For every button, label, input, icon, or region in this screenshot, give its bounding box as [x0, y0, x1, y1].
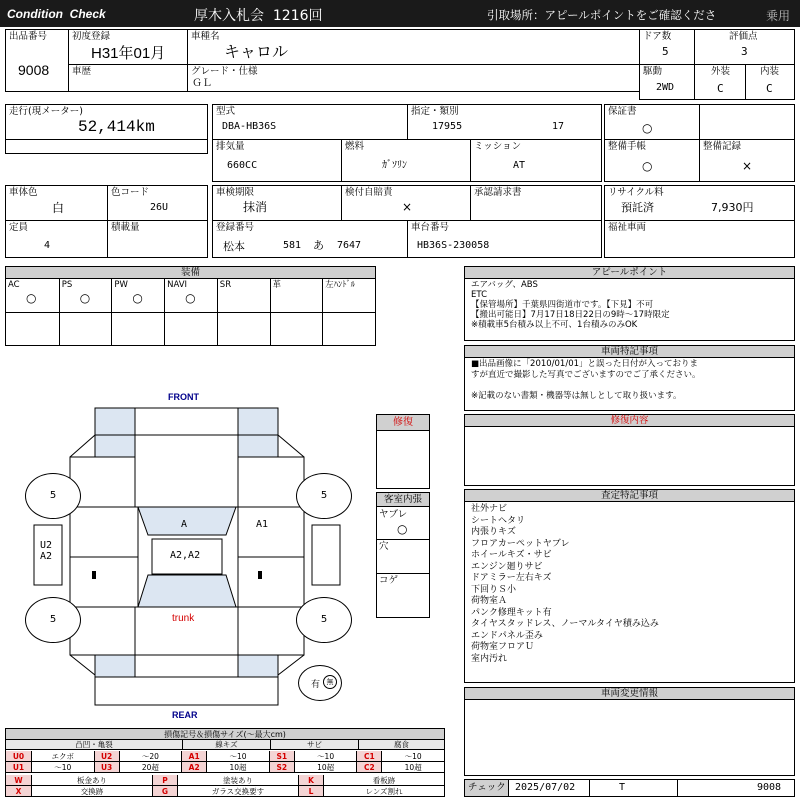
category-label: 乗用 [766, 9, 791, 23]
mark-right: A1 [256, 519, 269, 530]
manual-cell [604, 139, 700, 182]
interior-label: 内装 [760, 66, 780, 77]
welfare-cell [604, 220, 795, 258]
inspection-label: 車検期限 [216, 187, 255, 198]
mileage-label: 走行(現メーター) [9, 106, 83, 117]
legend-code: K [298, 775, 324, 786]
tire-front-right-value: 5 [320, 490, 328, 501]
drive-cell [639, 64, 695, 100]
first-reg-value: H31年01月 [91, 45, 166, 62]
fuel-cell [341, 139, 471, 182]
exterior-cell [694, 64, 746, 100]
inspection-note-line: 室内汚れ [471, 653, 508, 664]
equipment-item-label: PW [114, 280, 128, 290]
lot-value: 9008 [18, 62, 50, 78]
interior-value: C [766, 82, 773, 95]
cabin-item-1-label: 穴 [379, 541, 389, 552]
tire-front-right [296, 473, 352, 519]
cabin-item-2-label: コゲ [379, 575, 399, 586]
designation-label: 指定・類別 [411, 106, 459, 117]
auction-title: 厚木入札会 1216回 [194, 8, 323, 24]
check-date: 2025/07/02 [515, 782, 576, 793]
repair-title: 修復 [377, 415, 429, 431]
legend-code: C2 [356, 762, 382, 773]
inspection-notes-title: 査定特記事項 [465, 490, 794, 502]
legend-desc: 看板跡 [324, 775, 444, 786]
body-color-label: 車体色 [9, 187, 38, 198]
cabin-box [376, 492, 430, 618]
legend-code: G [152, 786, 178, 797]
doors-label: ドア数 [643, 31, 672, 42]
equipment-title: 装備 [6, 267, 375, 279]
legend-desc: 20超 [120, 762, 182, 773]
class-value: 17 [552, 121, 565, 132]
cabin-title: 客室内張 [377, 493, 429, 507]
capacity-label: 定員 [9, 222, 29, 233]
insurance-cell [341, 185, 471, 221]
drive-value: 2WD [656, 82, 675, 93]
maint-value: × [742, 159, 753, 173]
inspection-notes-list [471, 504, 659, 665]
grade-cell [187, 64, 640, 92]
designation-value: 17955 [432, 121, 463, 132]
legend-code: L [298, 786, 324, 797]
legend-desc: 塗装あり [178, 775, 298, 786]
plate-kana: あ [313, 239, 324, 252]
grade-label: グレード・仕様 [191, 66, 258, 77]
inspection-note-line: 社外ナビ [471, 504, 508, 514]
tire-rear-left-value: 5 [49, 614, 57, 625]
legend-desc: ～10 [207, 751, 269, 762]
title-bar [0, 0, 800, 27]
mark-center: A2,A2 [170, 550, 201, 561]
equipment-item-label: 革 [272, 280, 282, 290]
equipment-item-value: ○ [132, 291, 143, 305]
car-name-cell [187, 29, 640, 65]
exterior-value: C [717, 82, 724, 95]
warranty-value: ○ [642, 121, 653, 135]
fuel-value: ｶﾞｿﾘﾝ [382, 160, 407, 171]
mileage-cell [5, 104, 208, 154]
mark-left: U2 A2 [40, 540, 53, 562]
plate-class: 581 [283, 240, 302, 251]
legend-desc: ～20 [120, 751, 182, 762]
spare-mark: 無 [323, 675, 337, 689]
color-code-label: 色コード [111, 187, 150, 198]
legend-title: 損傷記号＆損傷サイズ(～最大cm) [6, 729, 444, 740]
appeal-text: エアバッグ、ABS ETC 【保管場所】千葉県四街道市です。【下見】不可 【搬出可能日】7月17日18日22日の9時～17時限定 ※積載車5台積み以上不可、1台積みのみOK [471, 280, 670, 330]
inspection-note-line: 内張りキズ [471, 527, 516, 537]
brand-label: Condition Check [7, 7, 106, 21]
inspection-note-line: フロアカーペットヤブレ [471, 538, 570, 549]
plate-label: 登録番号 [216, 222, 255, 233]
legend-code: S1 [269, 751, 295, 762]
legend-group-label: 線キズ [182, 740, 270, 750]
equipment-item-label: AC [8, 280, 20, 290]
approval-label: 承認請求書 [474, 187, 522, 198]
legend-desc: ～10 [295, 751, 357, 762]
model-cell [212, 104, 408, 140]
inspection-note-line: タイヤスタッドレス、ノーマルタイヤ積み込み [471, 619, 659, 629]
legend-desc: ～10 [382, 751, 444, 762]
color-code-cell [107, 185, 208, 221]
appeal-panel [464, 266, 795, 341]
inspection-note-line: エンドパネル歪み [471, 630, 543, 641]
recycle-amount: 7,930円 [711, 201, 754, 214]
legend-desc: 板金あり [32, 775, 152, 786]
plate-area: 松本 [223, 240, 245, 253]
equipment-item-value: ○ [26, 291, 37, 305]
check-lot: 9008 [757, 782, 782, 793]
mark-roof: A [181, 519, 188, 530]
load-cell [107, 220, 208, 258]
legend-desc: 交換跡 [32, 786, 152, 797]
warranty-label: 保証書 [608, 106, 637, 117]
legend-desc: エクボ [32, 751, 94, 762]
insurance-label: 検付自賠責 [345, 187, 393, 198]
plate-number: 7647 [337, 240, 362, 251]
inspection-note-line: 荷物室フロアＵ [471, 642, 535, 652]
chassis-label: 車台番号 [411, 222, 450, 233]
spare-label: 有 [311, 680, 321, 690]
special-text: ■出品画像に「2010/01/01」と誤った日付が入っておりま すが直近で撮影した写真でございますのでご了承ください。 ※記載のない書類・機器等は無しとして取り扱います。 [471, 359, 701, 401]
legend-desc: レンズ割れ [324, 786, 444, 797]
capacity-value: 4 [44, 240, 51, 251]
welfare-label: 福祉車両 [608, 222, 647, 233]
legend-code: S2 [269, 762, 295, 773]
legend-code: A1 [181, 751, 207, 762]
tire-rear-right-value: 5 [320, 614, 328, 625]
legend-code: X [6, 786, 32, 797]
inspection-note-line: エンジン廻りサビ [471, 561, 543, 572]
legend-desc: ガラス交換要す [178, 786, 298, 797]
inspection-value: 抹消 [243, 200, 268, 214]
mission-label: ミッション [474, 141, 522, 152]
displacement-label: 排気量 [216, 141, 245, 152]
exterior-label: 外装 [711, 66, 731, 77]
first-reg-cell [68, 29, 188, 65]
score-label: 評価点 [729, 31, 758, 42]
chassis-cell [407, 220, 602, 258]
legend-code: C1 [356, 751, 382, 762]
check-footer [464, 779, 795, 797]
legend-group-label: サビ [270, 740, 358, 750]
equipment-item-label: 左ﾊﾝﾄﾞﾙ [325, 280, 355, 290]
warranty-extra-cell [699, 104, 795, 140]
body-color-value: 白 [52, 201, 65, 215]
inspection-note-line: 荷物室Ａ [471, 596, 508, 606]
inspection-note-line: ホイールキズ・サビ [471, 550, 552, 560]
maint-cell [699, 139, 795, 182]
check-code: T [619, 782, 626, 793]
legend-group-label: 凸凹・亀裂 [6, 740, 182, 750]
maint-label: 整備記録 [703, 141, 742, 152]
legend-panel [5, 728, 445, 797]
front-label: FRONT [168, 392, 199, 402]
cabin-item-0-value: ○ [397, 522, 408, 536]
model-label: 型式 [216, 106, 236, 117]
plate-cell [212, 220, 408, 258]
tire-front-left-value: 5 [49, 490, 57, 501]
score-value: 3 [741, 45, 748, 58]
interior-cell [745, 64, 795, 100]
recycle-label: リサイクル料 [608, 187, 664, 198]
spare-indicator [298, 665, 342, 701]
inspection-note-line: パンク修理キット有 [471, 607, 552, 618]
car-name-value: キャロル [224, 42, 289, 61]
appeal-title: アピールポイント [465, 267, 794, 279]
load-label: 積載量 [111, 222, 140, 233]
mileage-value: 52,414km [78, 118, 155, 136]
recycle-cell [604, 185, 795, 221]
first-reg-label: 初度登録 [72, 31, 111, 42]
displacement-cell [212, 139, 342, 182]
tire-front-left [25, 473, 81, 519]
legend-desc: 10超 [207, 762, 269, 773]
fuel-label: 燃料 [345, 141, 365, 152]
legend-code: U1 [6, 762, 32, 773]
legend-group-label: 腐食 [358, 740, 444, 750]
doors-value: 5 [662, 45, 669, 58]
inspection-note-line: 下回りＳ小 [471, 584, 517, 595]
designation-cell [407, 104, 602, 140]
legend-code: P [152, 775, 178, 786]
legend-desc: ～10 [32, 762, 94, 773]
warranty-cell [604, 104, 700, 140]
equipment-item-label: SR [219, 280, 232, 290]
insurance-value: × [402, 200, 413, 214]
legend-code: W [6, 775, 32, 786]
tire-rear-left [25, 597, 81, 643]
approval-cell [470, 185, 602, 221]
legend-code: A2 [181, 762, 207, 773]
special-panel [464, 345, 795, 411]
legend-desc: 10超 [295, 762, 357, 773]
tire-rear-right [296, 597, 352, 643]
pickup-note: 引取場所：アピールポイントをご確認くださ [487, 8, 717, 22]
mission-cell [470, 139, 602, 182]
change-info-panel [464, 687, 795, 776]
repair-detail-panel [464, 414, 795, 486]
trunk-label: trunk [172, 613, 195, 624]
color-code-value: 26U [150, 202, 169, 213]
chassis-value: HB36S-230058 [417, 240, 490, 251]
body-color-cell [5, 185, 108, 221]
recycle-status: 預託済 [621, 201, 654, 214]
car-name-label: 車種名 [191, 31, 220, 42]
repair-box [376, 414, 430, 489]
lot-label: 出品番号 [9, 31, 48, 42]
capacity-cell [5, 220, 108, 258]
equipment-item-label: PS [61, 280, 73, 290]
special-title: 車両特記事項 [465, 346, 794, 358]
doors-cell [639, 29, 695, 65]
score-cell [694, 29, 795, 65]
equipment-panel [5, 266, 376, 346]
drive-label: 駆動 [643, 66, 663, 77]
manual-label: 整備手帳 [608, 141, 647, 152]
inspection-note-line: シートヘタリ [471, 515, 526, 526]
legend-code: U0 [6, 751, 32, 762]
change-info-title: 車両変更情報 [465, 688, 794, 700]
manual-value: ○ [642, 159, 653, 173]
model-value: DBA-HB36S [222, 121, 277, 132]
history-label: 車歴 [72, 66, 92, 77]
mission-value: AT [513, 160, 526, 171]
equipment-item-value: ○ [79, 291, 91, 305]
inspection-notes-panel [464, 489, 795, 683]
legend-code: U2 [94, 751, 120, 762]
legend-code: U3 [94, 762, 120, 773]
inspection-cell [212, 185, 342, 221]
repair-detail-title: 修復内容 [465, 415, 794, 427]
check-label: チェック [468, 782, 506, 793]
legend-desc: 10超 [382, 762, 444, 773]
history-cell [68, 64, 188, 92]
equipment-item-value: ○ [185, 291, 196, 305]
inspection-note-line: ドアミラー左右キズ [471, 573, 552, 583]
displacement-value: 660CC [227, 160, 258, 171]
equipment-item-label: NAVI [167, 280, 188, 290]
lot-cell [5, 29, 69, 92]
grade-value: ＧＬ [192, 78, 212, 89]
car-diagram [0, 385, 376, 725]
cabin-item-0-label: ヤブレ [379, 509, 408, 520]
rear-label: REAR [172, 710, 198, 720]
